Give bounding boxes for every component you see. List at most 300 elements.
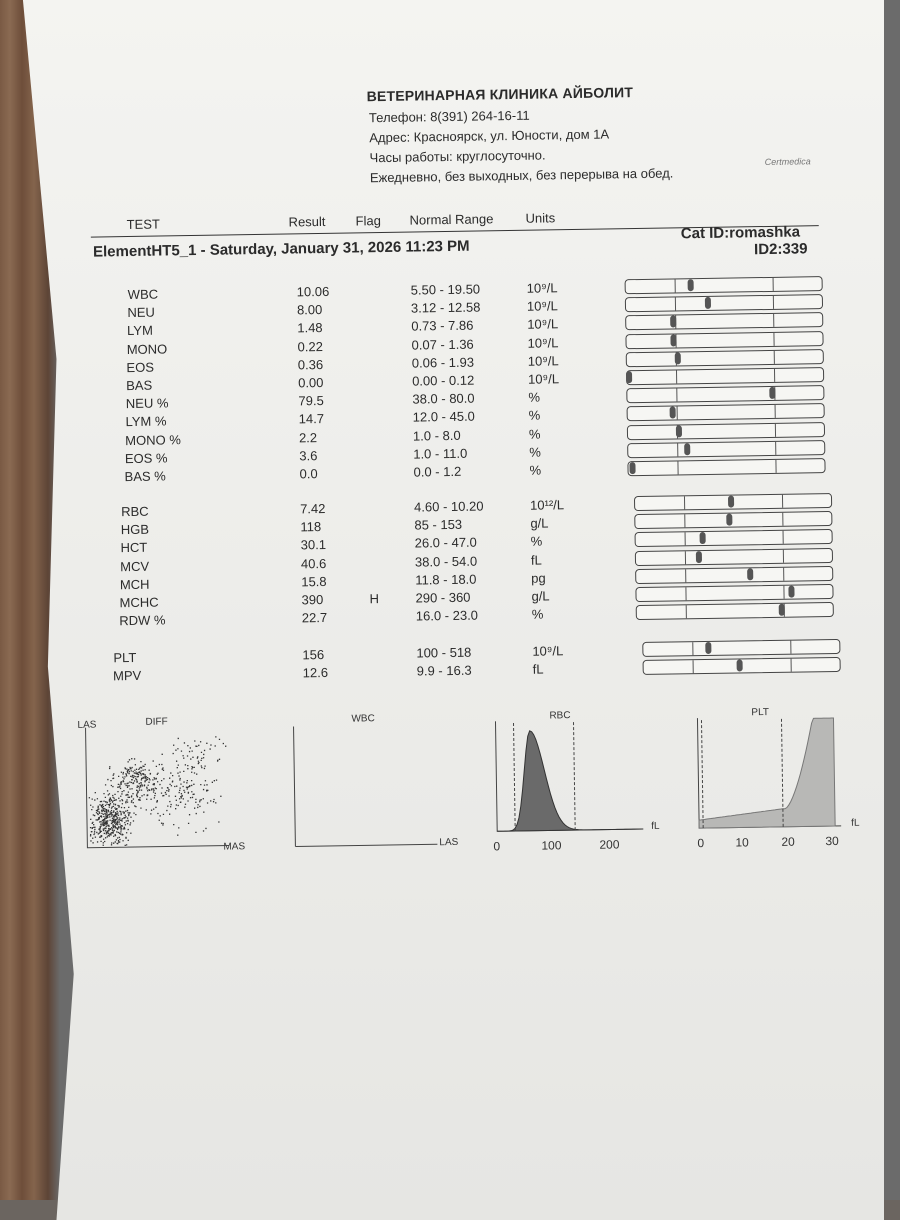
diff-point <box>112 800 113 801</box>
diff-point <box>167 805 168 806</box>
diff-point <box>146 809 147 810</box>
diff-point <box>134 758 135 759</box>
diff-point <box>187 745 188 746</box>
diff-point <box>106 804 107 805</box>
diff-point <box>104 833 105 834</box>
diff-point <box>117 843 118 844</box>
diff-point <box>218 821 219 822</box>
diff-point <box>131 782 132 783</box>
rbc-axes <box>495 719 643 831</box>
result-value: 3.6 <box>299 447 318 464</box>
diff-point <box>130 817 131 818</box>
diff-point <box>169 784 170 785</box>
diff-point <box>147 779 148 780</box>
result-value: 12.6 <box>302 665 329 681</box>
diff-point <box>182 786 183 787</box>
rbc-discriminator <box>514 723 516 831</box>
diff-point <box>145 764 146 765</box>
diff-point <box>203 798 204 799</box>
test-name: EOS % <box>124 450 168 466</box>
diff-point <box>207 790 208 791</box>
diff-point <box>161 792 162 793</box>
plt-tick-30: 30 <box>825 833 839 849</box>
diff-point <box>103 801 104 802</box>
diff-point <box>113 818 114 819</box>
diff-point <box>180 801 181 802</box>
diff-point <box>97 809 98 810</box>
diff-point <box>115 813 116 814</box>
diff-point <box>142 778 143 779</box>
flag-value: H <box>369 591 380 607</box>
diff-point <box>127 787 128 788</box>
diff-point <box>187 755 188 756</box>
diff-point <box>179 771 180 772</box>
diff-point <box>206 784 207 785</box>
diff-point <box>203 830 204 831</box>
diff-point <box>134 770 135 771</box>
diff-point <box>116 839 117 840</box>
result-value: 15.8 <box>301 573 327 590</box>
diff-point <box>92 828 93 829</box>
diff-point <box>103 830 104 831</box>
diff-point <box>121 820 122 821</box>
range-limit-tick <box>685 551 686 564</box>
diff-point <box>122 834 123 835</box>
test-name: NEU % <box>125 395 169 412</box>
diff-point <box>115 841 116 842</box>
diff-point <box>113 773 114 774</box>
diff-point <box>115 804 116 805</box>
diff-point <box>213 801 214 802</box>
diff-point <box>103 822 104 823</box>
diff-point <box>129 797 130 798</box>
diff-point <box>210 800 211 801</box>
diff-point <box>162 767 163 768</box>
diff-point <box>152 779 153 780</box>
diff-point <box>108 810 109 811</box>
range-limit-tick <box>685 569 686 582</box>
diff-point <box>106 816 107 817</box>
result-marker <box>779 604 785 616</box>
diff-point <box>101 815 102 816</box>
result-marker <box>629 462 635 474</box>
diff-point <box>112 806 113 807</box>
normal-range: 26.0 - 47.0 <box>414 534 477 551</box>
rbc-tick-200: 200 <box>599 837 620 852</box>
diff-point <box>116 814 117 815</box>
diff-point <box>124 827 125 828</box>
range-limit-tick <box>783 568 784 581</box>
diff-point <box>180 778 181 779</box>
diff-point <box>133 820 134 821</box>
diff-point <box>196 774 197 775</box>
diff-point <box>128 785 129 786</box>
diff-point <box>141 779 142 780</box>
diff-point <box>117 829 118 830</box>
diff-point <box>193 784 194 785</box>
diff-point <box>214 780 215 781</box>
result-value: 2.2 <box>298 429 318 445</box>
result-value: 10.06 <box>296 283 330 300</box>
diff-point <box>115 812 116 813</box>
diff-point <box>107 823 108 824</box>
diff-point <box>192 797 193 798</box>
test-name: MCHC <box>119 594 159 611</box>
diff-point <box>201 765 202 766</box>
diff-point <box>104 813 105 814</box>
diff-point <box>204 765 205 766</box>
diff-point <box>101 805 102 806</box>
diff-point <box>122 840 123 841</box>
range-limit-tick <box>686 605 687 618</box>
unit-value: % <box>531 606 544 622</box>
normal-range: 11.8 - 18.0 <box>415 571 477 588</box>
normal-range: 16.0 - 23.0 <box>415 607 479 624</box>
diff-point <box>197 804 198 805</box>
normal-range: 100 - 518 <box>416 644 472 661</box>
unit-value: g/L <box>530 515 549 531</box>
diff-point <box>94 815 95 816</box>
diff-point <box>101 801 102 802</box>
diff-point <box>112 830 113 831</box>
diff-point <box>204 750 205 751</box>
diff-point <box>137 772 138 773</box>
diff-point <box>148 782 149 783</box>
diff-point <box>168 795 169 796</box>
diff-point <box>103 824 104 825</box>
range-limit-tick <box>783 531 784 544</box>
diff-point <box>138 769 139 770</box>
diff-point <box>125 802 126 803</box>
diff-point <box>142 770 143 771</box>
diff-point <box>101 813 102 814</box>
diff-point <box>119 800 120 801</box>
col-range: Normal Range <box>409 211 494 228</box>
diff-point <box>157 773 158 774</box>
diff-point <box>133 771 134 772</box>
diff-point <box>132 793 133 794</box>
diff-point <box>219 739 220 740</box>
result-value: 0.36 <box>297 356 324 373</box>
diff-scatter <box>75 715 257 858</box>
diff-point <box>135 806 136 807</box>
diff-point <box>179 798 180 799</box>
diff-point <box>108 830 109 831</box>
diff-point <box>117 791 118 792</box>
diff-point <box>133 798 134 799</box>
diff-point <box>163 814 164 815</box>
diff-point <box>129 824 130 825</box>
diff-point <box>127 820 128 821</box>
diff-point <box>176 761 177 762</box>
range-limit-tick <box>773 332 774 345</box>
diff-point <box>112 778 113 779</box>
diff-point <box>103 793 104 794</box>
diff-point <box>173 745 174 746</box>
diff-point <box>128 797 129 798</box>
rbc-tick-100: 100 <box>541 838 562 853</box>
diff-point <box>122 777 123 778</box>
diff-point <box>103 839 104 840</box>
diff-point <box>147 777 148 778</box>
diff-point <box>207 802 208 803</box>
diff-point <box>120 829 121 830</box>
diff-point <box>183 771 184 772</box>
rbc-histogram-svg <box>491 717 649 852</box>
diff-point <box>139 771 140 772</box>
diff-point <box>201 758 202 759</box>
diff-point <box>124 812 125 813</box>
diff-point <box>104 818 105 819</box>
diff-point <box>133 812 134 813</box>
diff-point <box>94 799 95 800</box>
test-name: WBC <box>127 286 159 303</box>
diff-point <box>113 806 114 807</box>
range-bar <box>635 548 833 566</box>
diff-point <box>128 791 129 792</box>
normal-range: 4.60 - 10.20 <box>413 498 484 515</box>
range-bar <box>627 403 825 421</box>
analyzer-logo: Certmedica <box>764 156 811 168</box>
result-value: 0.0 <box>299 466 318 482</box>
result-marker <box>699 532 705 544</box>
result-marker <box>726 514 732 526</box>
diff-point <box>113 836 114 837</box>
test-name: NEU <box>127 304 155 321</box>
diff-point <box>113 775 114 776</box>
diff-point <box>177 772 178 773</box>
diff-point <box>115 834 116 835</box>
diff-point <box>195 746 196 747</box>
result-value: 22.7 <box>301 610 328 626</box>
diff-point <box>203 811 204 812</box>
unit-value: pg <box>531 570 546 586</box>
range-limit-tick <box>783 586 784 599</box>
diff-point <box>223 743 224 744</box>
wbc-histogram <box>287 712 479 855</box>
diff-point <box>111 800 112 801</box>
diff-point <box>149 779 150 780</box>
diff-point <box>109 806 110 807</box>
diff-point <box>125 811 126 812</box>
diff-point <box>157 813 158 814</box>
diff-point <box>125 838 126 839</box>
diff-point <box>129 781 130 782</box>
diff-point <box>118 784 119 785</box>
rbc-tick-0: 0 <box>493 839 501 854</box>
diff-point <box>161 787 162 788</box>
range-limit-tick <box>775 460 776 473</box>
diff-point <box>90 827 91 828</box>
diff-point <box>131 788 132 789</box>
diff-point <box>191 780 192 781</box>
range-limit-tick <box>775 442 776 455</box>
diff-point <box>194 772 195 773</box>
diff-xlabel: MAS <box>223 841 246 853</box>
diff-point <box>90 834 91 835</box>
range-bar <box>627 458 825 476</box>
result-marker <box>676 425 682 437</box>
diff-point <box>187 765 188 766</box>
diff-point <box>188 786 189 787</box>
diff-point <box>125 845 126 846</box>
diff-point <box>166 810 167 811</box>
diff-point <box>92 842 93 843</box>
diff-point <box>131 801 132 802</box>
diff-point <box>178 805 179 806</box>
diff-point <box>212 782 213 783</box>
diff-point <box>165 794 166 795</box>
cat-id: Cat ID:romashka <box>680 223 801 243</box>
diff-point <box>102 822 103 823</box>
diff-point <box>137 785 138 786</box>
diff-point <box>146 799 147 800</box>
test-name: MCH <box>119 576 150 592</box>
diff-point <box>132 775 133 776</box>
diff-point <box>160 815 161 816</box>
diff-point <box>169 778 170 779</box>
diff-point <box>93 814 94 815</box>
diff-point <box>125 801 126 802</box>
col-result: Result <box>288 213 326 230</box>
diff-point <box>136 790 137 791</box>
diff-point <box>128 814 129 815</box>
diff-point <box>194 808 195 809</box>
diff-point <box>121 807 122 808</box>
diff-point <box>194 740 195 741</box>
test-name: MCV <box>120 558 150 574</box>
diff-point <box>111 820 112 821</box>
diff-point <box>114 794 115 795</box>
diff-point <box>194 767 195 768</box>
diff-point <box>115 820 116 821</box>
diff-point <box>105 814 106 815</box>
diff-point <box>98 806 99 807</box>
diff-point <box>120 796 121 797</box>
diff-point <box>205 828 206 829</box>
diff-point <box>155 793 156 794</box>
unit-value: 10⁹/L <box>527 334 559 351</box>
result-marker <box>728 496 734 508</box>
diff-point <box>124 828 125 829</box>
diff-point <box>112 795 113 796</box>
diff-point <box>178 775 179 776</box>
diff-point <box>148 785 149 786</box>
normal-range: 5.50 - 19.50 <box>410 281 481 298</box>
diff-point <box>183 781 184 782</box>
diff-point <box>112 814 113 815</box>
diff-point <box>95 792 96 793</box>
diff-point <box>184 792 185 793</box>
diff-point <box>179 792 180 793</box>
diff-point <box>103 806 104 807</box>
diff-point <box>176 804 177 805</box>
range-limit-tick <box>783 549 784 562</box>
clinic-address: Адрес: Красноярск, ул. Юности, дом 1А <box>369 126 610 146</box>
diff-point <box>155 807 156 808</box>
diff-point <box>146 787 147 788</box>
clinic-name: ВЕТЕРИНАРНАЯ КЛИНИКА АЙБОЛИТ <box>366 84 634 105</box>
diff-point <box>101 831 102 832</box>
diff-point <box>114 800 115 801</box>
diff-point <box>106 822 107 823</box>
unit-value: fL <box>530 552 542 568</box>
diff-point <box>170 772 171 773</box>
diff-point <box>111 810 112 811</box>
diff-point <box>99 804 100 805</box>
result-marker <box>788 586 794 598</box>
diff-point <box>115 822 116 823</box>
diff-point <box>183 798 184 799</box>
normal-range: 9.9 - 16.3 <box>416 662 472 679</box>
diff-point <box>145 774 146 775</box>
diff-point <box>127 783 128 784</box>
diff-point <box>120 813 121 814</box>
test-name: MONO % <box>125 431 181 448</box>
range-limit-tick <box>684 514 685 527</box>
test-name: RBC <box>121 503 149 520</box>
diff-point <box>141 770 142 771</box>
diff-point <box>98 829 99 830</box>
diff-point <box>117 787 118 788</box>
diff-point <box>190 797 191 798</box>
diff-point <box>203 754 204 755</box>
diff-point <box>126 774 127 775</box>
normal-range: 290 - 360 <box>415 589 471 606</box>
range-limit-tick <box>773 278 774 291</box>
diff-point <box>195 802 196 803</box>
diff-point <box>185 764 186 765</box>
diff-point <box>173 824 174 825</box>
diff-point <box>144 769 145 770</box>
diff-point <box>191 791 192 792</box>
diff-point <box>127 772 128 773</box>
range-bar <box>625 331 823 349</box>
diff-point <box>129 759 130 760</box>
diff-point <box>170 806 171 807</box>
diff-point <box>140 786 141 787</box>
result-value: 0.22 <box>297 338 323 354</box>
diff-point <box>209 748 210 749</box>
wbc-title: WBC <box>351 713 375 725</box>
diff-point <box>197 807 198 808</box>
range-limit-tick <box>782 513 783 526</box>
diff-point <box>120 811 121 812</box>
diff-point <box>110 780 111 781</box>
diff-point <box>133 782 134 783</box>
diff-point <box>118 832 119 833</box>
diff-point <box>114 807 115 808</box>
diff-point <box>107 802 108 803</box>
range-bar <box>635 529 833 547</box>
diff-point <box>189 751 190 752</box>
diff-point <box>114 825 115 826</box>
diff-point <box>148 770 149 771</box>
result-value: 1.48 <box>297 320 323 336</box>
diff-point <box>151 789 152 790</box>
diff-point <box>130 776 131 777</box>
diff-point <box>141 784 142 785</box>
diff-point <box>91 831 92 832</box>
diff-point <box>192 750 193 751</box>
diff-point <box>198 762 199 763</box>
diff-point <box>120 814 121 815</box>
diff-point <box>154 795 155 796</box>
diff-point <box>168 790 169 791</box>
diff-point <box>183 758 184 759</box>
range-limit-tick <box>677 443 678 456</box>
range-limit-tick <box>775 423 776 436</box>
